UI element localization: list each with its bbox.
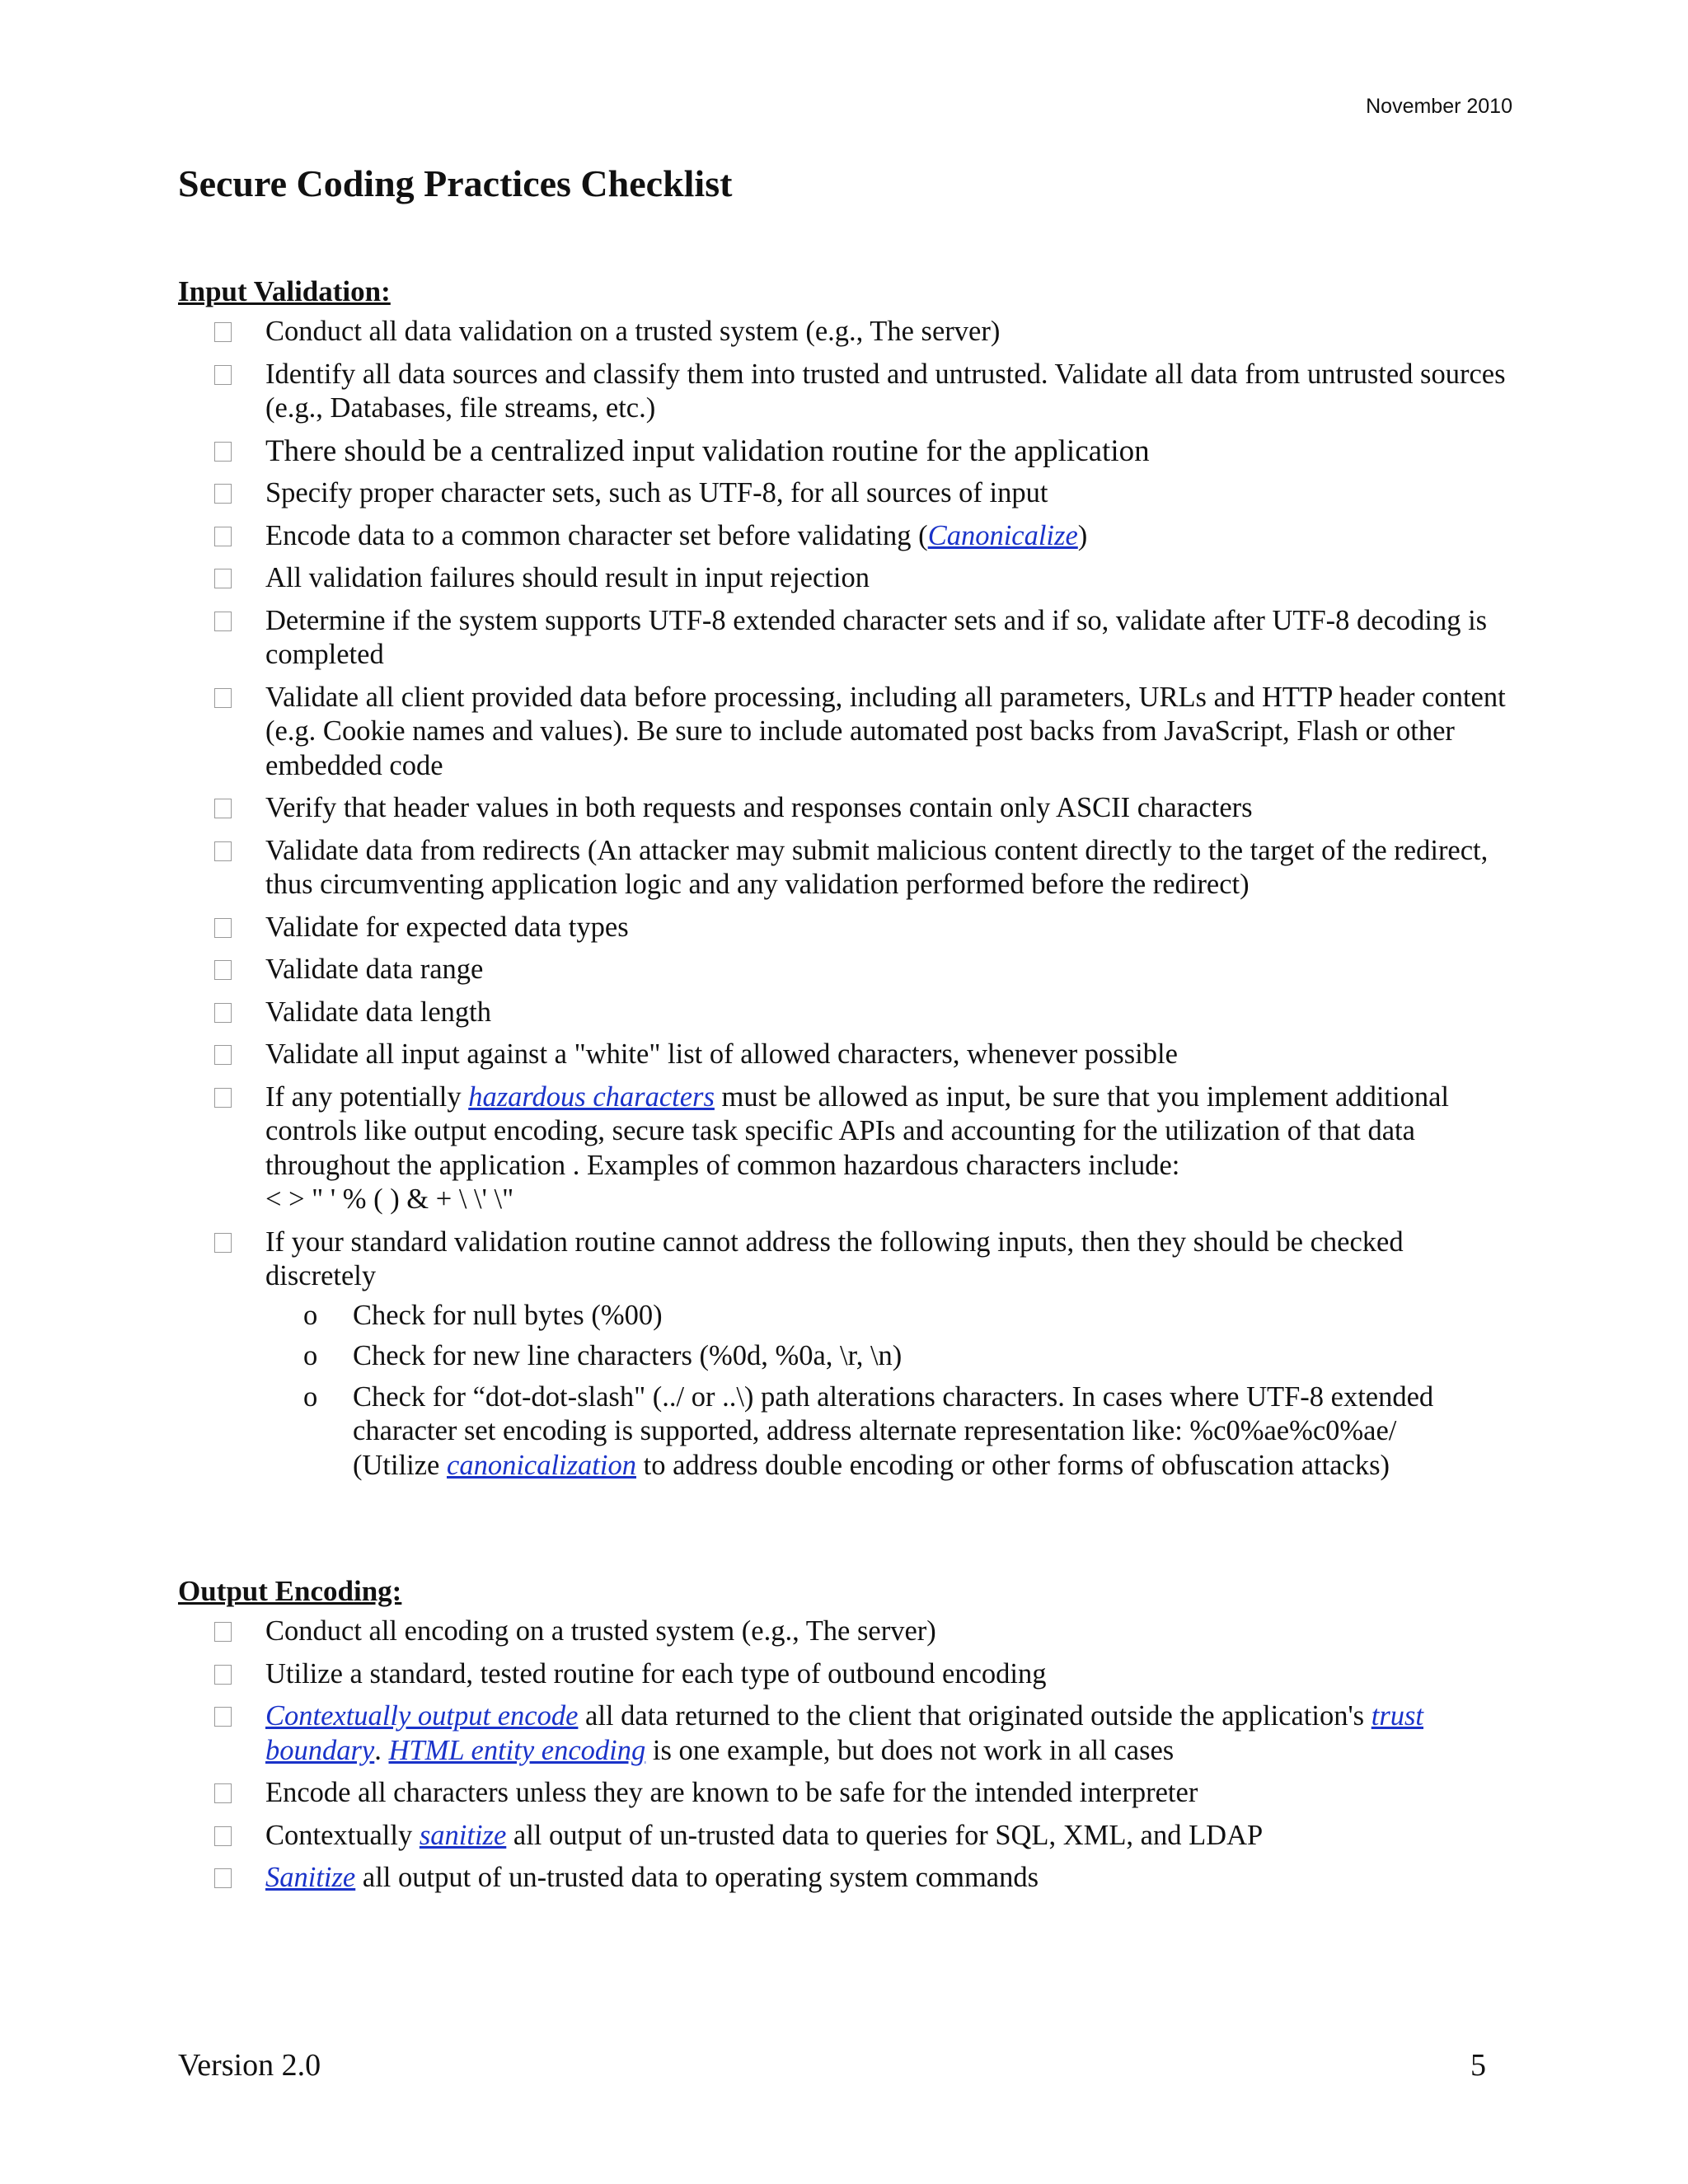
checkbox-icon[interactable] xyxy=(214,918,232,938)
item-text: Conduct all encoding on a trusted system (e.g., The server) xyxy=(265,1615,936,1647)
document-title: Secure Coding Practices Checklist xyxy=(178,162,733,204)
hazardous-characters-examples: < > " ' % ( ) & + \ \' \" xyxy=(265,1183,514,1215)
item-text-before: If any potentially xyxy=(265,1080,469,1113)
item-text: Validate all input against a "white" list of allowed characters, whenever possible xyxy=(265,1038,1178,1070)
checklist-item xyxy=(178,561,1513,596)
checkbox-icon[interactable] xyxy=(214,569,232,588)
checkbox-icon[interactable] xyxy=(214,612,232,631)
canonicalize-link[interactable]: Canonicalize xyxy=(927,519,1078,551)
checklist-item xyxy=(178,681,1513,784)
item-text-after: ) xyxy=(1077,519,1088,551)
checklist-item xyxy=(178,1699,1513,1768)
checklist-item xyxy=(178,476,1513,511)
checklist-item xyxy=(178,996,1513,1030)
item-text: Verify that header values in both requests and responses contain only ASCII characters xyxy=(265,792,1253,823)
checklist-item xyxy=(178,315,1513,349)
item-text-after: must be allowed as input, be sure that you implement additional controls like output encoding, secure task specific APIs and accounting for the utilization of that data throughout the application . Examples of common hazardous characters include: xyxy=(265,1080,1449,1181)
sub-list-item xyxy=(265,1339,1513,1374)
item-text: Validate all client provided data before processing, including all parameters, URLs and HTTP header content (e.g. Cookie names and values). Be sure to include automated post backs from JavaScript, Flash or other embedded code xyxy=(265,681,1506,781)
header-date: November 2010 xyxy=(1366,95,1512,118)
item-text: Validate data length xyxy=(265,996,491,1028)
checkbox-icon[interactable] xyxy=(214,1088,232,1108)
checkbox-icon[interactable] xyxy=(214,1707,232,1727)
item-text: All validation failures should result in input rejection xyxy=(265,562,870,593)
sanitize-link[interactable]: sanitize xyxy=(419,1819,507,1851)
checklist-item xyxy=(178,1861,1513,1896)
checkbox-icon[interactable] xyxy=(214,799,232,818)
checklist-item xyxy=(178,519,1513,554)
sub-item-text-before: (Utilize xyxy=(353,1449,447,1481)
item-text: Validate for expected data types xyxy=(265,911,629,943)
checkbox-icon[interactable] xyxy=(214,1868,232,1888)
checkbox-icon[interactable] xyxy=(214,1233,232,1253)
canonicalization-link[interactable]: canonicalization xyxy=(447,1449,636,1481)
section-heading-output-encoding: Output Encoding: xyxy=(178,1575,402,1607)
sub-item-text: Check for null bytes (%00) xyxy=(353,1299,663,1331)
hazardous-characters-link[interactable]: hazardous characters xyxy=(468,1080,715,1113)
checklist-item xyxy=(178,434,1513,469)
discrete-checks-list xyxy=(265,1299,1513,1483)
sub-list-item xyxy=(265,1299,1513,1333)
bullet-icon: o xyxy=(303,1299,318,1331)
checklist-item xyxy=(178,1226,1513,1483)
checkbox-icon[interactable] xyxy=(214,365,232,385)
checklist-item xyxy=(178,1819,1513,1854)
item-text: Encode all characters unless they are known to be safe for the intended interpreter xyxy=(265,1777,1198,1808)
item-text: Identify all data sources and classify them into trusted and untrusted. Validate all data from untrusted sources (e.g., Databases, file streams, etc.) xyxy=(265,358,1506,424)
item-text-after: all output of un-trusted data to operating system commands xyxy=(355,1862,1039,1893)
footer-page-number: 5 xyxy=(1470,2048,1486,2083)
item-text: Validate data range xyxy=(265,954,484,985)
checkbox-icon[interactable] xyxy=(214,688,232,708)
output-encoding-checklist xyxy=(178,1615,1513,1896)
item-text-mid: . xyxy=(374,1734,389,1766)
checklist-item xyxy=(178,604,1513,673)
sub-list-item xyxy=(265,1380,1513,1483)
item-text-after: is one example, but does not work in all cases xyxy=(645,1734,1175,1766)
checkbox-icon[interactable] xyxy=(214,1783,232,1803)
checkbox-icon[interactable] xyxy=(214,841,232,861)
checklist-item xyxy=(178,791,1513,826)
sub-item-text: Check for new line characters (%0d, %0a, \r, \n) xyxy=(353,1340,903,1371)
html-entity-encoding-link[interactable]: HTML entity encoding xyxy=(388,1734,646,1766)
footer-version: Version 2.0 xyxy=(178,2048,321,2083)
checklist-item xyxy=(178,1615,1513,1649)
checkbox-icon[interactable] xyxy=(214,1665,232,1685)
checkbox-icon[interactable] xyxy=(214,960,232,980)
trust-boundary-link[interactable]: trust boundary xyxy=(265,1700,1424,1766)
checklist-item xyxy=(178,834,1513,902)
checklist-item xyxy=(178,953,1513,987)
bullet-icon: o xyxy=(303,1340,318,1371)
item-text: Specify proper character sets, such as UTF-8, for all sources of input xyxy=(265,477,1048,509)
item-text: If your standard validation routine cannot address the following inputs, then they should be checked discretely xyxy=(265,1226,1404,1291)
checkbox-icon[interactable] xyxy=(214,1045,232,1065)
item-text: Validate data from redirects (An attacker may submit malicious content directly to the target of the redirect, thus circumventing application logic and any validation performed before the redirect) xyxy=(265,834,1489,900)
input-validation-checklist xyxy=(178,315,1513,1483)
item-text-before: Contextually xyxy=(265,1819,420,1851)
checkbox-icon[interactable] xyxy=(214,442,232,462)
checklist-item xyxy=(178,1776,1513,1811)
checkbox-icon[interactable] xyxy=(214,1622,232,1642)
checklist-item xyxy=(178,1080,1513,1217)
sanitize-link[interactable]: Sanitize xyxy=(265,1862,356,1893)
checkbox-icon[interactable] xyxy=(214,527,232,546)
sub-item-text: Check for “dot-dot-slash" (../ or ..\) path alterations characters. In cases where UTF-8 extended character set encoding is supported, address alternate representation like: %c0%ae%c0%ae/ xyxy=(353,1380,1434,1446)
item-text-after: all output of un-trusted data to queries for SQL, XML, and LDAP xyxy=(506,1819,1264,1851)
checklist-item xyxy=(178,1657,1513,1692)
item-text-before: Encode data to a common character set before validating ( xyxy=(265,519,928,551)
bullet-icon: o xyxy=(303,1380,318,1413)
checklist-item xyxy=(178,358,1513,426)
checkbox-icon[interactable] xyxy=(214,484,232,504)
sub-item-text-after: to address double encoding or other forms of obfuscation attacks) xyxy=(635,1449,1390,1481)
input-validation-section xyxy=(178,274,1513,1491)
item-text: Conduct all data validation on a trusted system (e.g., The server) xyxy=(265,316,1001,347)
checkbox-icon[interactable] xyxy=(214,322,232,342)
checklist-item xyxy=(178,911,1513,945)
item-text-mid: all data returned to the client that originated outside the application's xyxy=(578,1700,1372,1732)
checkbox-icon[interactable] xyxy=(214,1826,232,1846)
contextually-output-encode-link[interactable]: Contextually output encode xyxy=(265,1700,579,1732)
section-heading-input-validation: Input Validation: xyxy=(178,275,391,307)
item-text: Determine if the system supports UTF-8 extended character sets and if so, validate after UTF-8 decoding is completed xyxy=(265,604,1488,670)
output-encoding-section xyxy=(178,1573,1513,1904)
checklist-item xyxy=(178,1038,1513,1072)
item-text: There should be a centralized input validation routine for the application xyxy=(265,434,1150,468)
checkbox-icon[interactable] xyxy=(214,1003,232,1023)
item-text: Utilize a standard, tested routine for each type of outbound encoding xyxy=(265,1657,1047,1690)
